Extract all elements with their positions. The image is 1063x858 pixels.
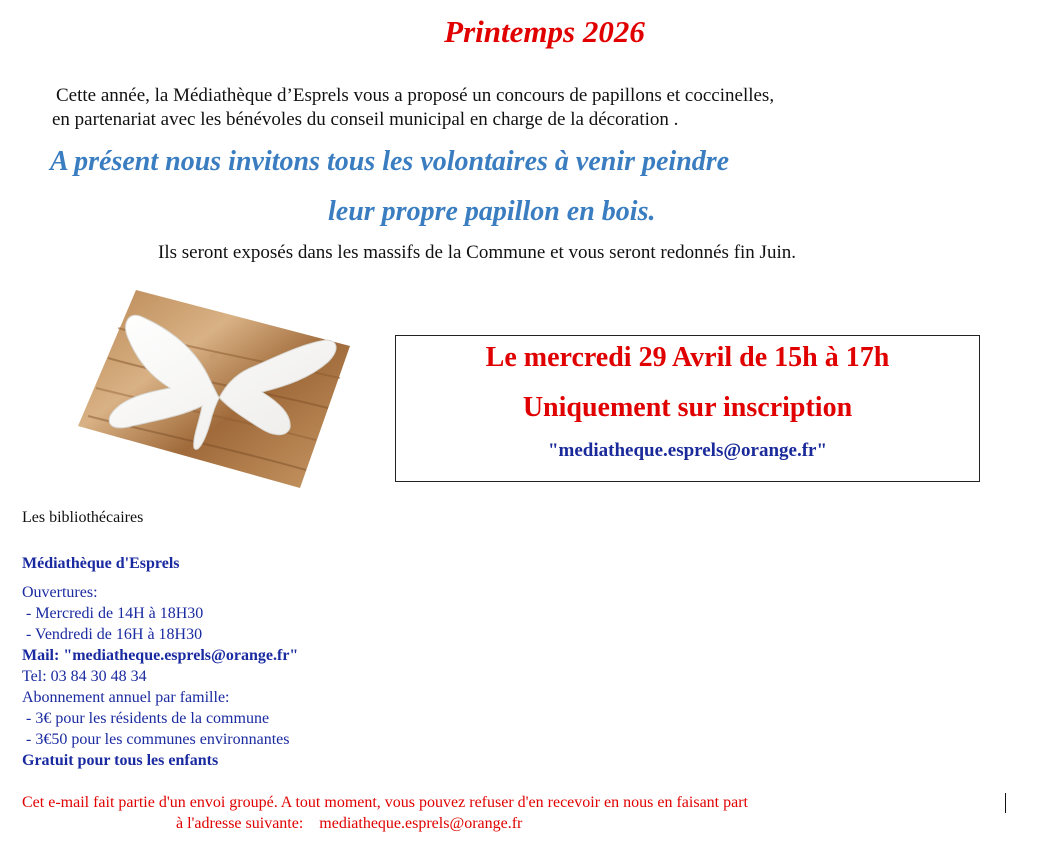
library-info [22,553,298,771]
intro-line-1: Cette année, la Médiathèque d’Esprels vous a proposé un concours de papillons et coccinelles, [56,85,775,106]
mail-link[interactable]: Mail: "mediatheque.esprels@orange.fr" [22,647,299,664]
page-title: Printemps 2026 [444,14,645,49]
hours-title: Ouvertures: [22,584,98,601]
hours-item: - Mercredi de 14H à 18H30 [22,605,204,622]
unsubscribe-address[interactable]: à l'adresse suivante: mediatheque.esprels@orange.fr [176,815,523,832]
invitation-line-2: leur propre papillon en bois. [328,196,656,227]
text-cursor [1005,793,1006,813]
hours-item: - Vendredi de 16H à 18H30 [22,626,203,643]
event-registration: Uniquement sur inscription [522,392,853,423]
butterfly-image [78,288,350,488]
phone-number: Tel: 03 84 30 48 34 [22,668,147,685]
intro-line-2: en partenariat avec les bénévoles du conseil municipal en charge de la décoration . [52,109,679,130]
signature: Les bibliothécaires [22,509,144,526]
subscription-item: - 3€ pour les résidents de la commune [22,710,270,727]
free-for-children: Gratuit pour tous les enfants [22,752,219,769]
subscription-title: Abonnement annuel par famille: [22,689,230,706]
subscription-item: - 3€50 pour les communes environnantes [22,731,290,748]
event-box [395,335,980,482]
invitation-line-1: A présent nous invitons tous les volontaires à venir peindre [50,146,730,177]
library-name: Médiathèque d'Esprels [22,555,180,572]
event-date: Le mercredi 29 Avril de 15h à 17h [485,342,890,373]
event-email-link[interactable]: "mediatheque.esprels@orange.fr" [547,440,828,461]
exposed-text: Ils seront exposés dans les massifs de la Commune et vous seront redonnés fin Juin. [158,242,796,263]
unsubscribe-notice: Cet e-mail fait partie d'un envoi groupé. A tout moment, vous pouvez refuser d'en recevoir en nous en faisant part [22,794,748,811]
